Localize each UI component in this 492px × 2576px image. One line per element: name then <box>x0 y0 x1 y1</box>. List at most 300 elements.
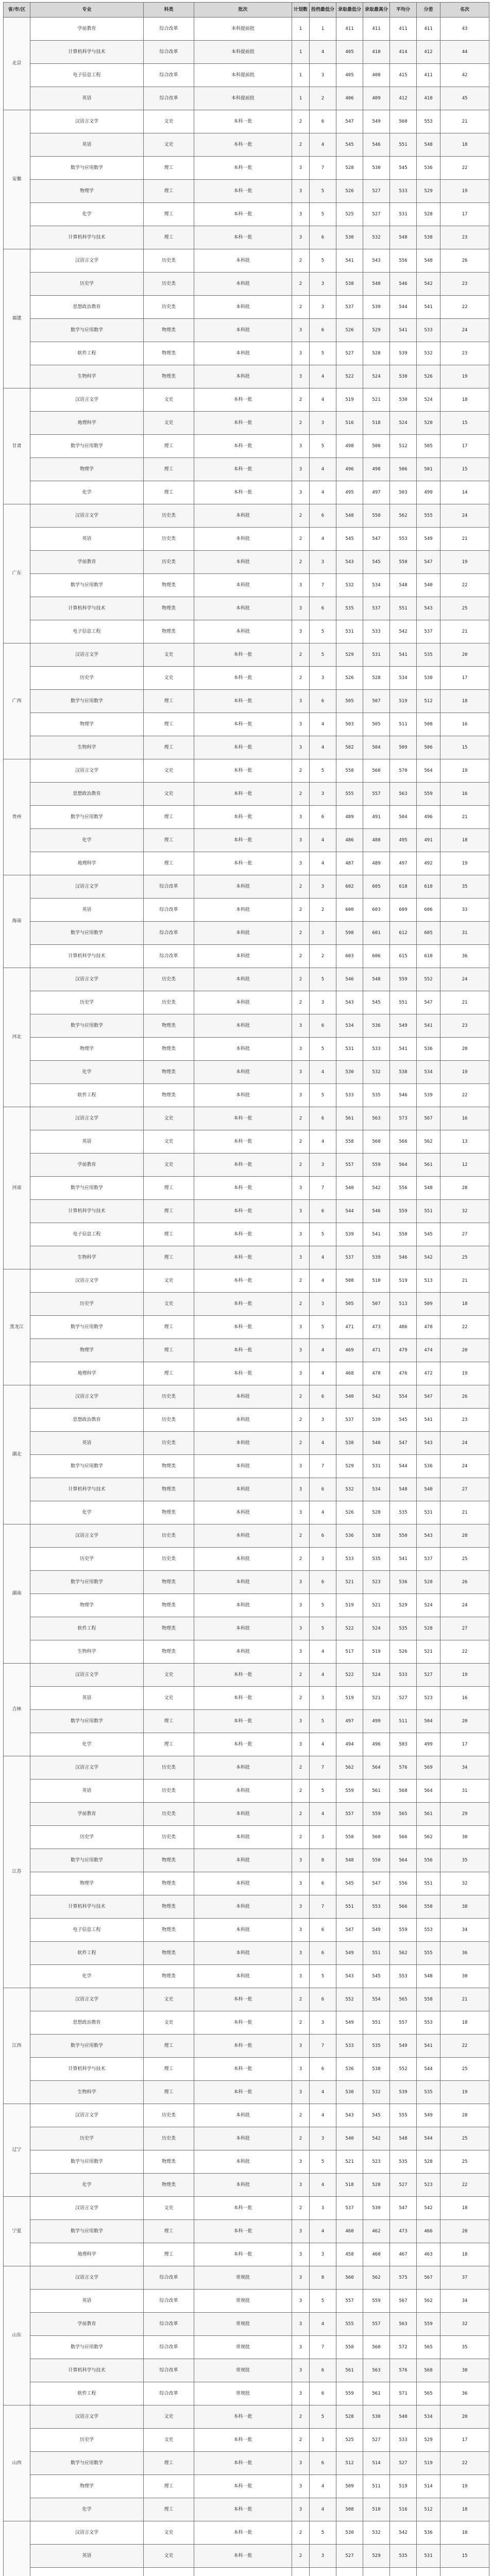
batch-cell: 本科批 <box>194 528 292 551</box>
average-cell: 575 <box>390 2266 417 2290</box>
average-cell: 527 <box>390 2452 417 2475</box>
table-row <box>4 1548 489 1571</box>
min-filing-cell: 6 <box>310 1919 336 1942</box>
min-admit-cell: 522 <box>336 1664 363 1687</box>
max-admit-cell: 505 <box>363 713 390 736</box>
plan-cell: 3 <box>292 2174 310 2197</box>
table-row <box>4 2359 489 2382</box>
batch-cell: 本科一批 <box>194 1154 292 1177</box>
min-filing-cell: 2 <box>310 87 336 110</box>
table-row <box>4 41 489 64</box>
min-filing-cell: 4 <box>310 458 336 481</box>
max-admit-cell: 528 <box>363 667 390 690</box>
subject-type-cell: 理工 <box>144 829 194 852</box>
table-row <box>4 2382 489 2405</box>
max-admit-cell: 523 <box>363 2150 390 2174</box>
major-cell: 汉语言文学 <box>30 249 144 273</box>
major-cell: 英语 <box>30 528 144 551</box>
table-row <box>4 574 489 597</box>
average-cell: 571 <box>390 2382 417 2405</box>
major-cell: 思想政治教育 <box>30 2011 144 2035</box>
rank-cell: 21 <box>440 806 489 829</box>
diff-cell: 523 <box>417 2174 440 2197</box>
diff-cell: 547 <box>417 1385 440 1409</box>
table-row <box>4 2081 489 2104</box>
max-admit-cell: 551 <box>363 1942 390 1965</box>
max-admit-cell: 524 <box>363 365 390 388</box>
batch-cell: 本科批 <box>194 296 292 319</box>
plan-cell: 3 <box>292 1014 310 1038</box>
table-row <box>4 2475 489 2498</box>
rank-cell: 38 <box>440 1895 489 1919</box>
plan-cell: 3 <box>292 2035 310 2058</box>
plan-cell: 3 <box>292 852 310 875</box>
major-cell: 物理学 <box>30 1872 144 1895</box>
plan-cell: 3 <box>292 1038 310 1061</box>
average-cell: 559 <box>390 968 417 991</box>
min-admit-cell: 411 <box>336 18 363 41</box>
rank-cell: 30 <box>440 1826 489 1849</box>
min-filing-cell: 4 <box>310 2313 336 2336</box>
subject-type-cell: 历史类 <box>144 1385 194 1409</box>
min-filing-cell: 4 <box>310 829 336 852</box>
header-plan: 计划数 <box>292 3 310 18</box>
plan-cell: 2 <box>292 2197 310 2220</box>
subject-type-cell: 文史 <box>144 1988 194 2011</box>
batch-cell: 本科批 <box>194 319 292 342</box>
major-cell: 地理科学 <box>30 2243 144 2266</box>
min-admit-cell: 558 <box>336 2336 363 2359</box>
max-admit-cell: 527 <box>363 180 390 203</box>
min-admit-cell: 562 <box>336 1756 363 1780</box>
batch-cell: 本科批 <box>194 1895 292 1919</box>
average-cell: 527 <box>390 2174 417 2197</box>
min-admit-cell: 530 <box>336 1061 363 1084</box>
min-filing-cell: 5 <box>310 759 336 783</box>
min-admit-cell: 538 <box>336 1432 363 1455</box>
subject-type-cell: 综合改革 <box>144 875 194 899</box>
min-filing-cell: 6 <box>310 1942 336 1965</box>
rank-cell: 24 <box>440 319 489 342</box>
max-admit-cell: 521 <box>363 388 390 412</box>
average-cell: 609 <box>390 899 417 922</box>
plan-cell: 3 <box>292 2290 310 2313</box>
min-filing-cell: 5 <box>310 1038 336 1061</box>
batch-cell: 本科一批 <box>194 203 292 226</box>
min-filing-cell: 5 <box>310 643 336 667</box>
plan-cell: 3 <box>292 1501 310 1524</box>
plan-cell: 3 <box>292 1872 310 1895</box>
average-cell: 486 <box>390 1316 417 1339</box>
max-admit-cell: 527 <box>363 2429 390 2452</box>
min-admit-cell: 602 <box>336 875 363 899</box>
batch-cell: 本科批 <box>194 1548 292 1571</box>
min-admit-cell: 405 <box>336 64 363 87</box>
subject-type-cell: 物理类 <box>144 1014 194 1038</box>
min-filing-cell: 5 <box>310 968 336 991</box>
diff-cell: 524 <box>417 1594 440 1617</box>
table-row <box>4 1942 489 1965</box>
max-admit-cell: 564 <box>363 1756 390 1780</box>
subject-type-cell: 综合改革 <box>144 2359 194 2382</box>
rank-cell: 22 <box>440 2174 489 2197</box>
average-cell: 519 <box>390 2475 417 2498</box>
table-row <box>4 1269 489 1293</box>
min-filing-cell: 6 <box>310 2452 336 2475</box>
table-row <box>4 1409 489 1432</box>
min-filing-cell: 4 <box>310 852 336 875</box>
diff-cell: 466 <box>417 2220 440 2243</box>
average-cell: 539 <box>390 342 417 365</box>
plan-cell: 2 <box>292 110 310 133</box>
rank-cell: 17 <box>440 435 489 458</box>
min-filing-cell: 4 <box>310 2220 336 2243</box>
plan-cell: 3 <box>292 365 310 388</box>
diff-cell: 567 <box>417 2266 440 2290</box>
batch-cell: 本科一批 <box>194 1130 292 1154</box>
plan-cell: 3 <box>292 2266 310 2290</box>
max-admit-cell: 489 <box>363 852 390 875</box>
subject-type-cell: 综合改革 <box>144 922 194 945</box>
subject-type-cell: 文史 <box>144 667 194 690</box>
min-admit-cell: 458 <box>336 2243 363 2266</box>
min-admit-cell: 543 <box>336 991 363 1014</box>
min-admit-cell: 405 <box>336 41 363 64</box>
diff-cell: 561 <box>417 1803 440 1826</box>
plan-cell: 3 <box>292 1919 310 1942</box>
subject-type-cell: 历史类 <box>144 528 194 551</box>
subject-type-cell: 历史类 <box>144 1409 194 1432</box>
diff-cell: 540 <box>417 1478 440 1501</box>
min-filing-cell: 6 <box>310 226 336 249</box>
min-admit-cell: 543 <box>336 551 363 574</box>
batch-cell: 本科批 <box>194 551 292 574</box>
max-admit-cell: 533 <box>363 1038 390 1061</box>
batch-cell: 本科一批 <box>194 1269 292 1293</box>
rank-cell: 21 <box>440 620 489 643</box>
table-row <box>4 1061 489 1084</box>
table-row <box>4 1385 489 1409</box>
rank-cell: 34 <box>440 1919 489 1942</box>
table-row <box>4 64 489 87</box>
rank-cell: 33 <box>440 899 489 922</box>
subject-type-cell: 理工 <box>144 736 194 759</box>
max-admit-cell: 510 <box>363 2498 390 2521</box>
subject-type-cell: 物理类 <box>144 1061 194 1084</box>
average-cell: 513 <box>390 1293 417 1316</box>
average-cell: 548 <box>390 1478 417 1501</box>
plan-cell: 3 <box>292 203 310 226</box>
max-admit-cell: 532 <box>363 2081 390 2104</box>
batch-cell: 本科批 <box>194 2150 292 2174</box>
average-cell: 503 <box>390 481 417 504</box>
rank-cell: 20 <box>440 1038 489 1061</box>
max-admit-cell: 528 <box>363 1501 390 1524</box>
subject-type-cell: 综合改革 <box>144 64 194 87</box>
min-admit-cell: 561 <box>336 1107 363 1130</box>
subject-type-cell: 理工 <box>144 852 194 875</box>
table-row <box>4 2498 489 2521</box>
min-filing-cell: 3 <box>310 296 336 319</box>
batch-cell: 本科一批 <box>194 2521 292 2545</box>
diff-cell: 478 <box>417 1316 440 1339</box>
major-cell: 英语 <box>30 1432 144 1455</box>
min-filing-cell: 8 <box>310 2266 336 2290</box>
plan-cell: 3 <box>292 1733 310 1756</box>
plan-cell: 3 <box>292 1339 310 1362</box>
plan-cell: 3 <box>292 2313 310 2336</box>
major-cell: 历史学 <box>30 1293 144 1316</box>
average-cell: 530 <box>390 388 417 412</box>
max-admit-cell: 470 <box>363 1362 390 1385</box>
max-admit-cell: 498 <box>363 458 390 481</box>
rank-cell: 35 <box>440 875 489 899</box>
average-cell: 536 <box>390 1571 417 1594</box>
plan-cell: 3 <box>292 2150 310 2174</box>
max-admit-cell: 534 <box>363 574 390 597</box>
rank-cell: 22 <box>440 1316 489 1339</box>
rank-cell: 25 <box>440 2058 489 2081</box>
major-cell: 汉语言文学 <box>30 759 144 783</box>
plan-cell: 2 <box>292 1756 310 1780</box>
max-admit-cell: 542 <box>363 1177 390 1200</box>
min-filing-cell: 4 <box>310 713 336 736</box>
average-cell: 511 <box>390 713 417 736</box>
average-cell: 516 <box>390 2498 417 2521</box>
table-row <box>4 342 489 365</box>
diff-cell: 535 <box>417 643 440 667</box>
min-admit-cell: 522 <box>336 365 363 388</box>
average-cell: 509 <box>390 736 417 759</box>
admission-score-table <box>3 2 489 2576</box>
min-admit-cell: 526 <box>336 180 363 203</box>
plan-cell: 3 <box>292 319 310 342</box>
plan-cell: 2 <box>292 1432 310 1455</box>
min-admit-cell: 555 <box>336 783 363 806</box>
max-admit-cell: 536 <box>363 1014 390 1038</box>
min-admit-cell: 547 <box>336 1919 363 1942</box>
min-admit-cell: 543 <box>336 2104 363 2127</box>
min-filing-cell: 3 <box>310 2243 336 2266</box>
province-cell: 河南 <box>4 1107 30 1269</box>
min-admit-cell: 559 <box>336 1780 363 1803</box>
plan-cell: 2 <box>292 1293 310 1316</box>
province-cell: 北京 <box>4 18 30 110</box>
subject-type-cell: 理工 <box>144 1339 194 1362</box>
plan-cell: 2 <box>292 1385 310 1409</box>
batch-cell: 本科一批 <box>194 481 292 504</box>
major-cell: 化学 <box>30 2498 144 2521</box>
rank-cell: 27 <box>440 1478 489 1501</box>
min-filing-cell: 3 <box>310 1548 336 1571</box>
batch-cell: 本科一批 <box>194 1316 292 1339</box>
diff-cell: 514 <box>417 2475 440 2498</box>
max-admit-cell: 603 <box>363 899 390 922</box>
header-subject-type: 科类 <box>144 3 194 18</box>
plan-cell: 3 <box>292 1316 310 1339</box>
province-cell: 安徽 <box>4 110 30 249</box>
province-cell: 河北 <box>4 968 30 1107</box>
rank-cell: 22 <box>440 2035 489 2058</box>
diff-cell: 505 <box>417 435 440 458</box>
min-admit-cell: 561 <box>336 2359 363 2382</box>
table-row <box>4 736 489 759</box>
diff-cell: 411 <box>417 18 440 41</box>
min-admit-cell: 549 <box>336 2011 363 2035</box>
diff-cell: 548 <box>417 1965 440 1988</box>
rank-cell: 18 <box>440 2243 489 2266</box>
min-filing-cell: 4 <box>310 365 336 388</box>
table-row <box>4 203 489 226</box>
major-cell: 数学与应用数学 <box>30 574 144 597</box>
min-admit-cell: 525 <box>336 203 363 226</box>
major-cell: 汉语言文学 <box>30 1107 144 1130</box>
min-admit-cell: 545 <box>336 528 363 551</box>
batch-cell: 本科一批 <box>194 2058 292 2081</box>
plan-cell: 3 <box>292 597 310 620</box>
major-cell: 数学与应用数学 <box>30 2150 144 2174</box>
batch-cell: 本科一批 <box>194 806 292 829</box>
subject-type-cell: 历史类 <box>144 1548 194 1571</box>
header-province: 省/市/区 <box>4 3 30 18</box>
rank-cell: 19 <box>440 1664 489 1687</box>
diff-cell: 548 <box>417 249 440 273</box>
batch-cell: 本科一批 <box>194 1107 292 1130</box>
rank-cell: 22 <box>440 157 489 180</box>
rank-cell: 28 <box>440 2104 489 2127</box>
batch-cell: 本科一批 <box>194 226 292 249</box>
plan-cell: 2 <box>292 991 310 1014</box>
major-cell: 数学与应用数学 <box>30 2035 144 2058</box>
rank-cell: 23 <box>440 342 489 365</box>
plan-cell: 2 <box>292 1269 310 1293</box>
subject-type-cell: 物理类 <box>144 2174 194 2197</box>
min-admit-cell: 535 <box>336 597 363 620</box>
province-cell: 黑龙江 <box>4 1269 30 1385</box>
diff-cell: 504 <box>417 1710 440 1733</box>
min-filing-cell: 4 <box>310 1640 336 1664</box>
average-cell: 547 <box>390 2197 417 2220</box>
rank-cell: 17 <box>440 667 489 690</box>
table-row <box>4 1177 489 1200</box>
average-cell: 539 <box>390 2081 417 2104</box>
table-row <box>4 2011 489 2035</box>
major-cell: 计算机科学与技术 <box>30 2359 144 2382</box>
province-cell: 吉林 <box>4 1664 30 1756</box>
min-filing-cell: 3 <box>310 2197 336 2220</box>
min-admit-cell: 532 <box>336 574 363 597</box>
average-cell: 612 <box>390 922 417 945</box>
batch-cell <box>194 2568 292 2576</box>
average-cell: 559 <box>390 1200 417 1223</box>
major-cell: 软件工程 <box>30 1942 144 1965</box>
major-cell: 历史学 <box>30 273 144 296</box>
min-filing-cell: 6 <box>310 504 336 528</box>
max-admit-cell: 553 <box>363 1895 390 1919</box>
min-filing-cell: 3 <box>310 551 336 574</box>
plan-cell: 3 <box>292 2382 310 2405</box>
rank-cell: 36 <box>440 2382 489 2405</box>
major-cell: 物理学 <box>30 180 144 203</box>
batch-cell: 本科一批 <box>194 1710 292 1733</box>
table-row <box>4 713 489 736</box>
max-admit-cell: 528 <box>363 342 390 365</box>
min-admit-cell: 525 <box>336 2429 363 2452</box>
major-cell: 计算机科学与技术 <box>30 1478 144 1501</box>
subject-type-cell: 历史类 <box>144 2104 194 2127</box>
max-admit-cell: 546 <box>363 1200 390 1223</box>
subject-type-cell: 物理类 <box>144 2150 194 2174</box>
max-admit-cell: 535 <box>363 2035 390 2058</box>
major-cell: 计算机科学与技术 <box>30 226 144 249</box>
major-cell: 化学 <box>30 1061 144 1084</box>
diff-cell: 474 <box>417 1339 440 1362</box>
average-cell: 566 <box>390 1895 417 1919</box>
subject-type-cell: 物理类 <box>144 1872 194 1895</box>
major-cell: 物理学 <box>30 458 144 481</box>
subject-type-cell: 物理类 <box>144 342 194 365</box>
subject-type-cell: 文史 <box>144 1687 194 1710</box>
min-admit-cell: 489 <box>336 806 363 829</box>
table-row <box>4 620 489 643</box>
batch-cell: 本科批 <box>194 899 292 922</box>
max-admit-cell: 539 <box>363 1409 390 1432</box>
major-cell: 化学 <box>30 481 144 504</box>
min-admit-cell: 549 <box>336 1942 363 1965</box>
table-row <box>4 1756 489 1780</box>
major-cell: 软件工程 <box>30 342 144 365</box>
diff-cell: 541 <box>417 1014 440 1038</box>
diff-cell: 540 <box>417 574 440 597</box>
min-filing-cell: 6 <box>310 1200 336 1223</box>
subject-type-cell: 理工 <box>144 2035 194 2058</box>
average-cell: 527 <box>390 1687 417 1710</box>
min-admit-cell: 460 <box>336 2220 363 2243</box>
rank-cell: 24 <box>440 1455 489 1478</box>
max-admit-cell: 542 <box>363 2127 390 2150</box>
plan-cell: 3 <box>292 2220 310 2243</box>
min-admit-cell: 503 <box>336 713 363 736</box>
average-cell: 519 <box>390 1269 417 1293</box>
subject-type-cell: 历史类 <box>144 1803 194 1826</box>
min-admit-cell: 558 <box>336 1826 363 1849</box>
average-cell: 412 <box>390 87 417 110</box>
plan-cell: 2 <box>292 945 310 968</box>
average-cell: 524 <box>390 412 417 435</box>
max-admit-cell: 514 <box>363 2452 390 2475</box>
average-cell: 512 <box>390 435 417 458</box>
batch-cell: 本科批 <box>194 1780 292 1803</box>
header-diff: 分差 <box>417 3 440 18</box>
diff-cell: 542 <box>417 1246 440 1269</box>
major-cell: 汉语言文学 <box>30 1756 144 1780</box>
min-admit-cell: 530 <box>336 226 363 249</box>
major-cell: 物理学 <box>30 713 144 736</box>
diff-cell: 549 <box>417 2104 440 2127</box>
batch-cell: 本科一批 <box>194 412 292 435</box>
max-admit-cell: 538 <box>363 2058 390 2081</box>
rank-cell: 13 <box>440 1130 489 1154</box>
rank-cell: 35 <box>440 1849 489 1872</box>
diff-cell: 610 <box>417 945 440 968</box>
table-row <box>4 1687 489 1710</box>
plan-cell: 3 <box>292 1640 310 1664</box>
major-cell: 汉语言文学 <box>30 643 144 667</box>
diff-cell: 412 <box>417 41 440 64</box>
rank-cell: 36 <box>440 945 489 968</box>
min-filing-cell: 5 <box>310 1084 336 1107</box>
major-cell: 思想政治教育 <box>30 296 144 319</box>
